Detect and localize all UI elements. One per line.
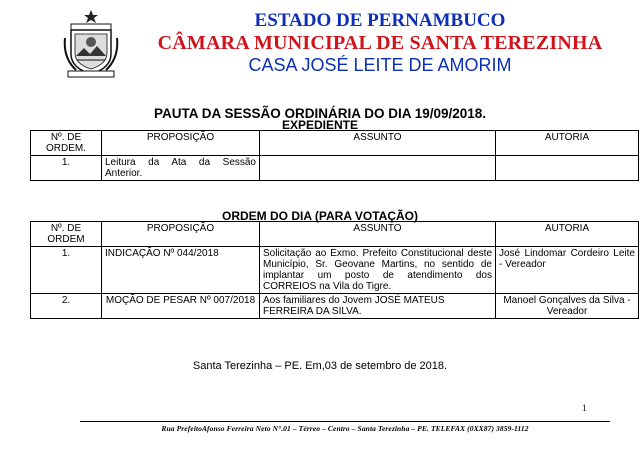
header-autoria: AUTORIA bbox=[496, 222, 639, 247]
ordem-dia-title: ORDEM DO DIA (PARA VOTAÇÃO) bbox=[222, 209, 418, 223]
header-num: Nº. DE ORDEM bbox=[31, 222, 102, 247]
cell-proposicao: INDICAÇÃO Nº 044/2018 bbox=[102, 247, 260, 294]
table-row bbox=[31, 156, 639, 181]
cell-proposicao: Leitura da Ata da Sessão Anterior. bbox=[102, 156, 260, 181]
header-state: ESTADO DE PERNAMBUCO bbox=[254, 10, 506, 31]
session-title: PAUTA DA SESSÃO ORDINÁRIA DO DIA 19/09/2018. bbox=[153, 106, 487, 121]
header-house: CASA JOSÉ LEITE DE AMORIM bbox=[248, 55, 512, 75]
ordem-dia-table bbox=[30, 221, 639, 319]
header-proposicao: PROPOSIÇÃO bbox=[102, 131, 260, 156]
municipal-crest-icon bbox=[62, 8, 120, 80]
header-num: Nº. DE ORDEM. bbox=[31, 131, 102, 156]
header-assunto: ASSUNTO bbox=[260, 222, 496, 247]
header-assunto: ASSUNTO bbox=[260, 131, 496, 156]
table-row bbox=[31, 247, 639, 294]
header-autoria: AUTORIA bbox=[496, 131, 639, 156]
cell-num: 1. bbox=[31, 247, 102, 294]
table-header-row bbox=[31, 131, 639, 156]
cell-proposicao: MOÇÃO DE PESAR Nº 007/2018 bbox=[102, 294, 260, 319]
cell-assunto bbox=[260, 156, 496, 181]
place-date: Santa Terezinha – PE. Em,03 de setembro de 2018. bbox=[192, 360, 448, 372]
header-proposicao: PROPOSIÇÃO bbox=[102, 222, 260, 247]
cell-assunto: Solicitação ao Exmo. Prefeito Constitucional deste Município, Sr. Geovane Martins, no sentido de implantar um posto de atendimento dos CORREIOS na Vila do Tigre. bbox=[260, 247, 496, 294]
table-header-row bbox=[31, 222, 639, 247]
header-chamber: CÂMARA MUNICIPAL DE SANTA TEREZINHA bbox=[157, 32, 603, 54]
expediente-title: EXPEDIENTE bbox=[281, 118, 359, 132]
cell-assunto: Aos familiares do Jovem JOSÉ MATEUS FERREIRA DA SILVA. bbox=[260, 294, 496, 319]
cell-num: 1. bbox=[31, 156, 102, 181]
cell-num: 2. bbox=[31, 294, 102, 319]
cell-autoria: José Lindomar Cordeiro Leite - Vereador bbox=[496, 247, 639, 294]
cell-autoria bbox=[496, 156, 639, 181]
cell-autoria: Manoel Gonçalves da Silva - Vereador bbox=[496, 294, 639, 319]
page-number: 1 bbox=[582, 403, 587, 413]
expediente-table bbox=[30, 130, 639, 181]
table-row bbox=[31, 294, 639, 319]
footer-divider bbox=[80, 421, 610, 422]
footer-address: Rua PrefeitoAfonso Ferreira Neto N°.01 – Térreo – Centro – Santa Terezinha – PE. TELEFAX (0XX87) 3859-1112 bbox=[161, 424, 529, 433]
